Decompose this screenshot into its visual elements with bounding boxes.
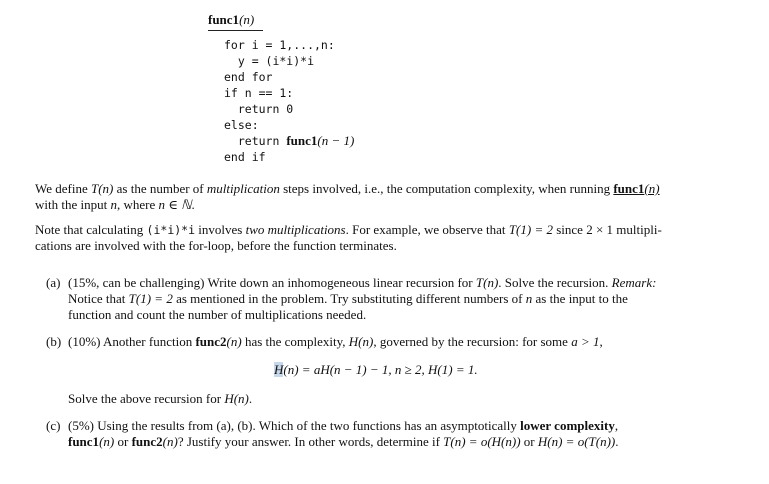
func1-reference: func1 (613, 181, 645, 196)
code-line-5: return 0 (224, 102, 294, 116)
code-return-fn: func1 (286, 133, 318, 148)
item-c-label: (c) (46, 418, 61, 433)
math-set: n ∈ ℕ (158, 197, 192, 212)
code-line-2: y = (i*i)*i (224, 54, 315, 68)
item-a-label: (a) (46, 275, 61, 290)
code-line-4: if n == 1: (224, 86, 294, 100)
emph-multiplication: multiplication (206, 181, 280, 196)
code-return-prefix: return (224, 134, 287, 148)
item-b-label: (b) (46, 334, 62, 349)
algorithm-title-rule (208, 30, 263, 31)
code-return-arg: (n − 1) (317, 133, 355, 148)
inline-code: (i*i)*i (146, 223, 196, 237)
lower-complexity: lower complexity (520, 418, 615, 433)
func2-reference: func2 (195, 334, 227, 349)
code-line-1: for i = 1,...,n: (224, 38, 335, 52)
code-line-8: end if (224, 150, 266, 164)
item-c-body: (5%) Using the results from (a), (b). Which of the two functions has an asymptotically lower complexity, func1(n) or func2(n)? Justify your answer. In other words, determine if T(n) = o(H(n)) or H(n) = o(T(n)). (68, 418, 619, 449)
paragraph-note: Note that calculating (i*i)*i involves two multiplications. For example, we observe that T(1) = 2 since 2 × 1 multipli- cations are involved with the for-loop, before the function terminates. (35, 222, 662, 253)
code-line-3: end for (224, 70, 273, 84)
code-line-7 (224, 133, 354, 149)
highlighted-H: H (274, 362, 284, 377)
math-T: T(n) (90, 181, 114, 196)
item-a-body: (15%, can be challenging) Write down an inhomogeneous linear recursion for T(n). Solve the recursion. Remark: Notice that T(1) = 2 as mentioned in the problem. Try substituting different numbers of n as the input to the function and count the number of multiplications needed. (68, 275, 657, 322)
paragraph-definition: We define T(n) as the number of multiplication steps involved, i.e., the computation complexity, when running func1(n) with the input n, where n ∈ ℕ. (35, 181, 660, 212)
item-b-solve: Solve the above recursion for H(n). (68, 391, 253, 406)
emph-two-multiplications: two multiplications (245, 222, 346, 237)
remark-label: Remark: (611, 275, 657, 290)
algorithm-title (208, 12, 254, 28)
algorithm-fn-name: func1 (208, 12, 240, 27)
item-b-body: (10%) Another function func2(n) has the complexity, H(n), governed by the recursion: for some a > 1, (68, 334, 603, 349)
recursion-equation: H(n) = aH(n − 1) − 1, n ≥ 2, H(1) = 1. (274, 362, 478, 377)
algorithm-fn-arg: (n) (239, 12, 255, 27)
code-line-6: else: (224, 118, 259, 132)
